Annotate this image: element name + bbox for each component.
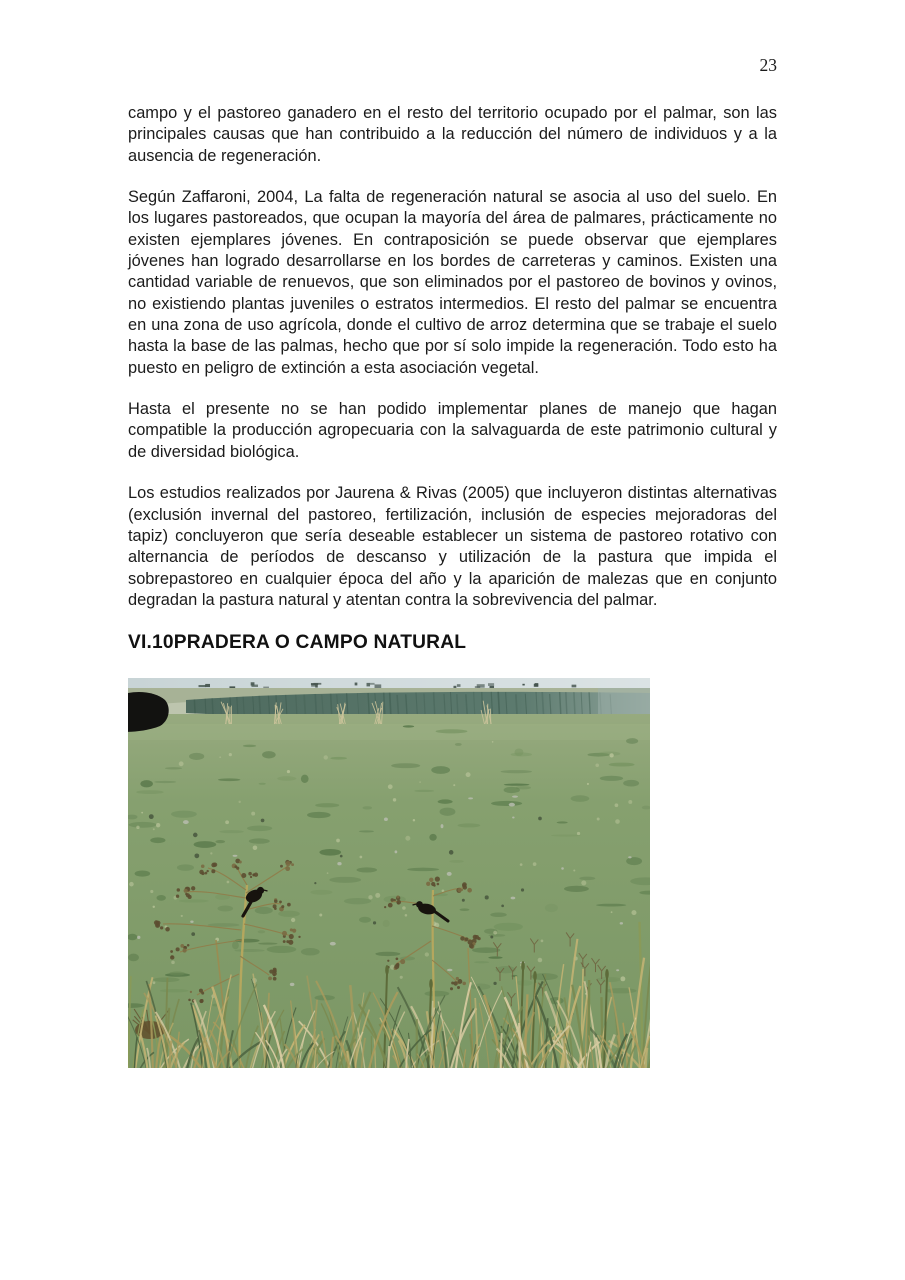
page-number: 23 [759, 55, 777, 75]
figure-grassland-photo [128, 678, 650, 1068]
paragraph-2: Según Zaffaroni, 2004, La falta de regeneración natural se asocia al uso del suelo. En los lugares pastoreados, que ocupan la mayoría del área de palmares, prácticamente no existen ejemplares jóvenes. En contraposición se puede observar que ejemplares jóvenes han logrado desarrollarse en los bordes de carreteras y caminos. Existen una cantidad variable de renuevos, que son eliminados por el pastoreo de bovinos y ovinos, no existiendo plantas juveniles o estratos intermedios. El resto del palmar se encuentra en una zona de uso agrícola, donde el cultivo de arroz determina que se trabaje el suelo hasta la base de las palmas, hecho que por sí solo impide la regeneración. Todo esto ha puesto en peligro de extinción a esta asociación vegetal. [128, 188, 777, 377]
paragraph-1: campo y el pastoreo ganadero en el resto del territorio ocupado por el palmar, son las principales causas que han contribuido a la reducción del número de individuos y a la ausencia de regeneración. [128, 104, 777, 165]
paragraph-3: Hasta el presente no se han podido implementar planes de manejo que hagan compatible la producción agropecuaria con la salvaguarda de este patrimonio cultural y de diversidad biológica. [128, 400, 777, 461]
section-heading: VI.10PRADERA O CAMPO NATURAL [128, 632, 467, 654]
grassland-photo-svg [128, 678, 650, 1068]
bright-grass-strip [128, 724, 650, 740]
paragraph-4: Los estudios realizados por Jaurena & Rivas (2005) que incluyeron distintas alternativas (exclusión invernal del pastoreo, fertilización, inclusión de especies mejoradoras del tapiz) concluyeron que sería deseable establecer un sistema de pastoreo rotativo con alternancia de períodos de descanso y utilización de la pastura que impida el sobrepastoreo en cualquier época del año y la aparición de malezas que en conjunto degradan la pastura natural y atentan contra la sobrevivencia del palmar. [128, 484, 777, 609]
page-content [128, 103, 777, 1068]
